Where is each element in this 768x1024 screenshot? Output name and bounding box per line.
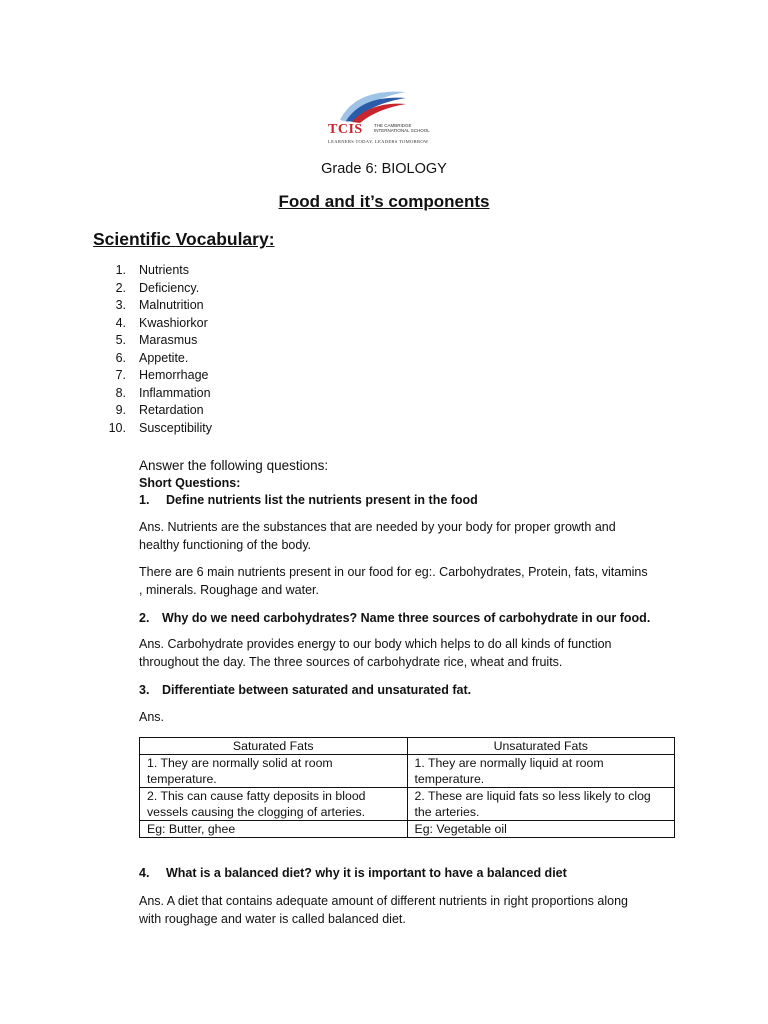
answer-text: There are 6 main nutrients present in our food for eg:. Carbohydrates, Protein, fats, vitamins (139, 565, 648, 579)
vocabulary-term: Appetite. (139, 350, 189, 365)
question-text: What is a balanced diet? why it is important to have a balanced diet (166, 866, 567, 880)
logo-wordmark: TCIS (328, 122, 363, 137)
short-questions-label: Short Questions: (139, 476, 241, 490)
question-number: 2. (139, 611, 150, 625)
table-row (140, 821, 675, 838)
fats-comparison-table (139, 737, 675, 838)
cell-line: 1. They are normally liquid at room (414, 756, 604, 770)
list-number: 2. (115, 280, 126, 295)
list-number: 6. (115, 350, 126, 365)
grade-heading: Grade 6: BIOLOGY (321, 161, 447, 177)
table-row (140, 788, 675, 821)
cell-line: 2. These are liquid fats so less likely to clog (414, 789, 651, 803)
answer-text: with roughage and water is called balanced diet. (139, 912, 406, 926)
cell-line: Eg: Butter, ghee (147, 822, 236, 836)
question-number: 1. (139, 493, 150, 507)
table-cell (407, 788, 675, 821)
vocabulary-term: Marasmus (139, 333, 198, 347)
list-number: 1. (115, 263, 126, 277)
cell-line: temperature. (414, 772, 485, 786)
list-number: 10. (108, 420, 126, 435)
page-title: Food and it’s components (278, 192, 490, 211)
column-header: Saturated Fats (140, 738, 408, 755)
answer-text: Ans. Nutrients are the substances that are needed by your body for proper growth and (139, 520, 616, 534)
column-header: Unsaturated Fats (407, 738, 675, 755)
answer-text: Ans. (139, 710, 165, 724)
cell-line: 1. They are normally solid at room (147, 756, 333, 770)
list-number: 7. (115, 368, 126, 382)
vocabulary-term: Nutrients (139, 263, 190, 277)
list-number: 5. (115, 333, 126, 347)
list-number: 4. (115, 315, 126, 330)
answer-text: throughout the day. The three sources of carbohydrate rice, wheat and fruits. (139, 655, 563, 669)
school-logo (322, 86, 446, 148)
table-cell (140, 755, 408, 788)
logo-school-name: THE CAMBRIDGE INTERNATIONAL SCHOOL (374, 123, 430, 133)
table-header-row (140, 738, 675, 755)
list-number: 8. (115, 385, 126, 400)
answer-text: Ans. Carbohydrate provides energy to our body which helps to do all kinds of function (139, 637, 612, 651)
logo-tagline: LEARNERS TODAY, LEADERS TOMORROW (328, 139, 429, 144)
vocabulary-term: Susceptibility (139, 420, 212, 435)
table-cell (140, 788, 408, 821)
cell-line: Eg: Vegetable oil (414, 822, 507, 836)
list-number: 9. (115, 403, 126, 417)
table-row (140, 755, 675, 788)
cell-line: 2. This can cause fatty deposits in blood (147, 789, 366, 803)
cell-line: vessels causing the clogging of arteries. (147, 805, 366, 819)
answer-text: Ans. A diet that contains adequate amount of different nutrients in right proportions along (139, 894, 628, 908)
table-cell (407, 755, 675, 788)
logo-swoosh-graphic (322, 86, 446, 126)
vocabulary-term: Kwashiorkor (139, 315, 208, 330)
table-cell (407, 821, 675, 838)
question-text: Differentiate between saturated and unsaturated fat. (162, 683, 472, 697)
cell-line: temperature. (147, 772, 217, 786)
vocabulary-term: Retardation (139, 403, 204, 417)
question-number: 3. (139, 683, 150, 697)
list-number: 3. (115, 298, 126, 312)
question-text: Why do we need carbohydrates? Name three sources of carbohydrate in our food. (162, 611, 651, 625)
table-cell (140, 821, 408, 838)
answer-text: , minerals. Roughage and water. (139, 583, 319, 597)
vocabulary-term: Deficiency. (139, 280, 200, 295)
question-text: Define nutrients list the nutrients present in the food (166, 493, 478, 507)
question-number: 4. (139, 866, 150, 880)
instructions-text: Answer the following questions: (139, 458, 329, 473)
vocabulary-term: Malnutrition (139, 298, 204, 312)
vocabulary-heading: Scientific Vocabulary: (93, 229, 275, 249)
vocabulary-term: Hemorrhage (139, 368, 209, 382)
vocabulary-term: Inflammation (139, 385, 211, 400)
answer-text: healthy functioning of the body. (139, 538, 312, 552)
cell-line: the arteries. (414, 805, 480, 819)
